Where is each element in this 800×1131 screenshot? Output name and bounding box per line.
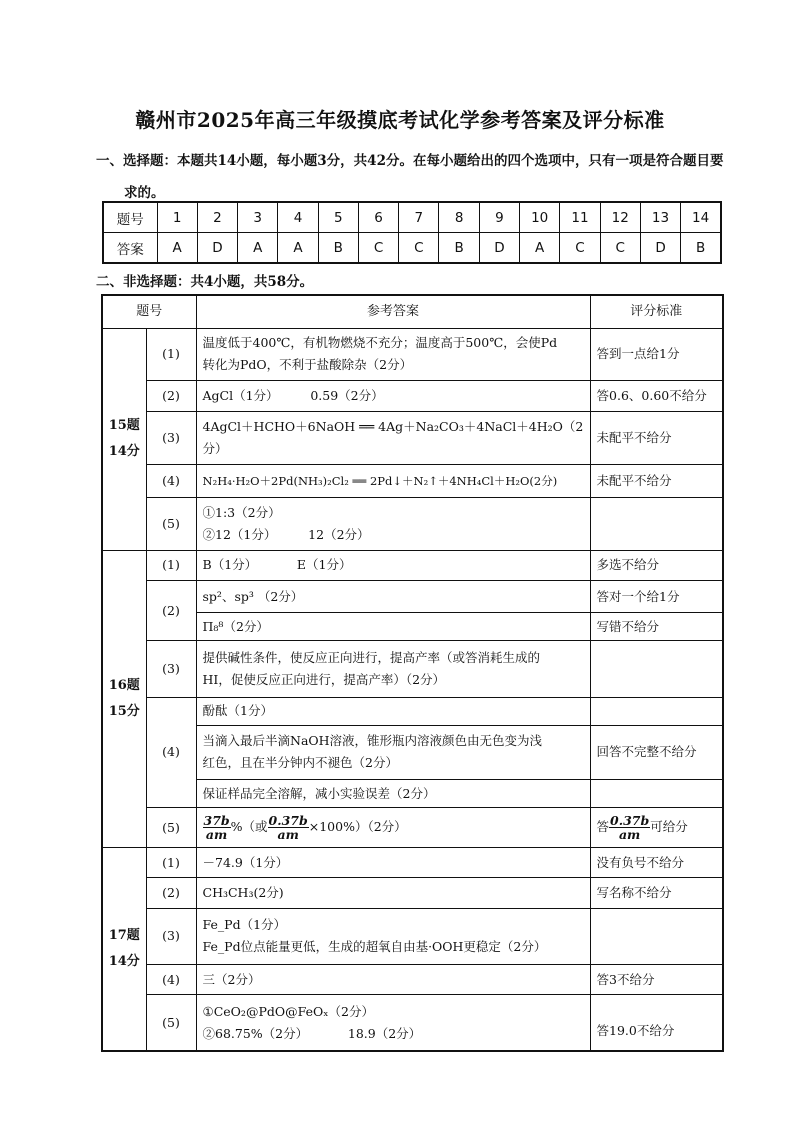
choice-answer-row <box>103 233 721 264</box>
q16-row-2b <box>102 613 723 641</box>
q17-row-4 <box>102 964 723 994</box>
answer-line: 分） <box>202 441 228 457</box>
q17-answer-2 <box>196 878 590 908</box>
answer-line: ①CeO₂@PdO@FeOₓ（2分） <box>202 1003 374 1019</box>
choice-number-row <box>103 202 721 233</box>
answer-line: ①1:3（2分） <box>202 504 281 520</box>
q15-answer-2 <box>196 380 590 411</box>
header-scoring-criteria: 评分标准 <box>590 295 723 328</box>
q17-row-3 <box>102 908 723 964</box>
q17-label-number: 17题 <box>108 928 140 944</box>
choice-answer: D <box>640 233 680 264</box>
choice-answer-header: 答案 <box>103 233 157 264</box>
q17-answer-3 <box>196 908 590 964</box>
score-text: 可给分 <box>650 819 688 835</box>
score-text: 答 <box>596 819 610 835</box>
q16-row-5 <box>102 808 723 848</box>
q16-row-3 <box>102 641 723 697</box>
q17-sub-2: (2) <box>146 878 196 908</box>
answer-line: Fe_Pd位点能量更低，生成的超氧自由基·OOH更稳定（2分） <box>202 939 547 955</box>
q17-row-2 <box>102 878 723 908</box>
choice-number: 14 <box>681 202 721 233</box>
choice-number: 12 <box>600 202 640 233</box>
fraction-denominator: am <box>205 827 228 843</box>
header-question-number: 题号 <box>102 295 196 328</box>
table-header-row <box>102 295 723 328</box>
answer-line: sp²、sp³ （2分） <box>202 588 304 604</box>
q16-sub-1: (1) <box>146 550 196 580</box>
q16-score-4c <box>590 779 723 807</box>
q15-row-3 <box>102 412 723 465</box>
choice-number: 6 <box>358 202 398 233</box>
fraction-numerator: 0.37b <box>610 813 650 829</box>
q15-answer-1 <box>196 328 590 380</box>
answer-line: 当滴入最后半滴NaOH溶液，锥形瓶内溶液颜色由无色变为浅 <box>202 733 543 749</box>
section1-line2: 求的。 <box>124 185 165 201</box>
q15-score-4: 未配平不给分 <box>590 465 723 497</box>
q17-sub-5: (5) <box>146 995 196 1051</box>
q17-row-5 <box>102 995 723 1051</box>
choice-answer: B <box>439 233 479 264</box>
q15-score-5 <box>590 497 723 550</box>
choice-answer: A <box>278 233 318 264</box>
q16-answer-2a <box>196 580 590 612</box>
q17-score-5: 答19.0不给分 <box>590 995 723 1051</box>
q16-row-1 <box>102 550 723 580</box>
choice-answer: A <box>520 233 560 264</box>
q17-score-3 <box>590 908 723 964</box>
answer-line: 提供碱性条件，使反应正向进行，提高产率（或答消耗生成的 <box>202 649 541 665</box>
choice-number: 2 <box>197 202 237 233</box>
choice-number: 4 <box>278 202 318 233</box>
section2-heading: 二、非选择题：共4小题，共58分。 <box>96 274 314 290</box>
q16-score-2b: 写错不给分 <box>590 613 723 641</box>
answer-line: －74.9（1分） <box>202 854 289 870</box>
choice-number-header: 题号 <box>103 202 157 233</box>
q15-row-4 <box>102 465 723 497</box>
q17-label-points: 14分 <box>108 954 140 970</box>
choice-answer: C <box>358 233 398 264</box>
answer-line: ②68.75%（2分） 18.9（2分） <box>202 1025 422 1041</box>
q16-sub-3: (3) <box>146 641 196 697</box>
q15-sub-5: (5) <box>146 497 196 550</box>
answer-line: 4AgCl＋HCHO＋6NaOH ══ 4Ag＋Na₂CO₃＋4NaCl＋4H₂O（2 <box>202 419 584 435</box>
choice-answer: A <box>238 233 278 264</box>
free-response-table <box>101 294 724 1052</box>
q16-score-4a <box>590 697 723 725</box>
fraction-0-37b-am <box>609 814 650 841</box>
answer-line: B（1分） E（1分） <box>202 557 352 573</box>
choice-answer: D <box>479 233 519 264</box>
choice-number: 9 <box>479 202 519 233</box>
choice-answer: C <box>399 233 439 264</box>
answer-line: 红色，且在半分钟内不褪色（2分） <box>202 755 398 771</box>
q17-score-4: 答3不给分 <box>590 964 723 994</box>
q17-sub-4: (4) <box>146 964 196 994</box>
q16-answer-4b <box>196 725 590 779</box>
q15-row-1 <box>102 328 723 380</box>
answer-line: AgCl（1分） 0.59（2分） <box>202 388 384 404</box>
choice-answer: C <box>600 233 640 264</box>
q16-row-4c <box>102 779 723 807</box>
section1-line1: 一、选择题：本题共14小题，每小题3分，共42分。在每小题给出的四个选项中，只有一项是符合题目要 <box>96 153 724 169</box>
q16-label <box>102 550 146 848</box>
q17-answer-5 <box>196 995 590 1051</box>
choice-number: 7 <box>399 202 439 233</box>
q16-label-points: 15分 <box>108 704 140 720</box>
page-title: 赣州市2025年高三年级摸底考试化学参考答案及评分标准 <box>135 108 665 132</box>
answer-line: 酚酞（1分） <box>202 703 273 719</box>
q15-sub-2: (2) <box>146 380 196 411</box>
fraction-37b-am <box>203 814 231 841</box>
answer-line: 转化为PdO，不利于盐酸除杂（2分） <box>202 357 413 373</box>
q16-answer-2b <box>196 613 590 641</box>
q17-sub-1: (1) <box>146 848 196 878</box>
q16-score-5 <box>590 808 723 848</box>
q15-label <box>102 328 146 550</box>
q15-score-2: 答0.6、0.60不给分 <box>590 380 723 411</box>
q16-answer-4c <box>196 779 590 807</box>
choice-number: 1 <box>157 202 197 233</box>
answer-line: HI，促使反应正向进行，提高产率）（2分） <box>202 671 446 687</box>
fraction-denominator: am <box>618 827 641 843</box>
q16-score-3 <box>590 641 723 697</box>
q17-answer-1 <box>196 848 590 878</box>
q15-row-2 <box>102 380 723 411</box>
q15-score-1: 答到一点给1分 <box>590 328 723 380</box>
choice-answer: C <box>560 233 600 264</box>
q17-score-2: 写名称不给分 <box>590 878 723 908</box>
answer-line: 三（2分） <box>202 971 261 987</box>
answer-line: Fe_Pd（1分） <box>202 917 287 933</box>
answer-line: 保证样品完全溶解，减小实验误差（2分） <box>202 785 436 801</box>
q16-row-4b <box>102 725 723 779</box>
q16-answer-5 <box>196 808 590 848</box>
answer-line: Π₈⁸（2分） <box>202 618 269 634</box>
q17-score-1: 没有负号不给分 <box>590 848 723 878</box>
answer-text: ×100%）（2分） <box>308 819 407 835</box>
q15-answer-5 <box>196 497 590 550</box>
fraction-denominator: am <box>277 827 299 843</box>
q17-sub-3: (3) <box>146 908 196 964</box>
q15-answer-4 <box>196 465 590 497</box>
answer-line: ②12（1分） 12（2分） <box>202 526 370 542</box>
q16-score-4b: 回答不完整不给分 <box>590 725 723 779</box>
choice-answer: B <box>318 233 358 264</box>
q16-sub-4: (4) <box>146 697 196 808</box>
choice-number: 5 <box>318 202 358 233</box>
q17-answer-4 <box>196 964 590 994</box>
answer-line: N₂H₄·H₂O＋2Pd(NH₃)₂Cl₂ ══ 2Pd↓＋N₂↑＋4NH₄Cl＋H₂O(2分) <box>202 473 558 488</box>
q16-row-4a <box>102 697 723 725</box>
answer-line: CH₃CH₃(2分) <box>202 885 284 901</box>
choice-number: 3 <box>238 202 278 233</box>
q16-answer-1 <box>196 550 590 580</box>
q15-answer-3 <box>196 412 590 465</box>
choice-answer-table <box>102 201 722 264</box>
choice-number: 8 <box>439 202 479 233</box>
q15-label-points: 14分 <box>108 444 140 460</box>
q15-sub-1: (1) <box>146 328 196 380</box>
choice-number: 13 <box>640 202 680 233</box>
q15-label-number: 15题 <box>108 418 140 434</box>
q16-score-2a: 答对一个给1分 <box>590 580 723 612</box>
q16-score-1: 多选不给分 <box>590 550 723 580</box>
choice-number: 11 <box>560 202 600 233</box>
q17-row-1 <box>102 848 723 878</box>
q16-answer-3 <box>196 641 590 697</box>
choice-answer: B <box>681 233 721 264</box>
answer-text: %（或 <box>230 819 268 835</box>
q17-label <box>102 848 146 1051</box>
q16-answer-4a <box>196 697 590 725</box>
q16-sub-5: (5) <box>146 808 196 848</box>
q16-sub-2: (2) <box>146 580 196 640</box>
fraction-numerator: 0.37b <box>268 813 308 829</box>
q15-row-5 <box>102 497 723 550</box>
answer-line: 温度低于400℃，有机物燃烧不充分；温度高于500℃，会使Pd <box>202 335 558 351</box>
choice-answer: A <box>157 233 197 264</box>
header-reference-answer: 参考答案 <box>196 295 590 328</box>
q16-row-2a <box>102 580 723 612</box>
q16-label-number: 16题 <box>108 678 140 694</box>
choice-number: 10 <box>520 202 560 233</box>
section1-instructions <box>96 145 736 209</box>
fraction-0-37b-am <box>268 814 309 841</box>
q15-sub-4: (4) <box>146 465 196 497</box>
q15-score-3: 未配平不给分 <box>590 412 723 465</box>
q15-sub-3: (3) <box>146 412 196 465</box>
fraction-numerator: 37b <box>203 813 230 829</box>
choice-answer: D <box>197 233 237 264</box>
